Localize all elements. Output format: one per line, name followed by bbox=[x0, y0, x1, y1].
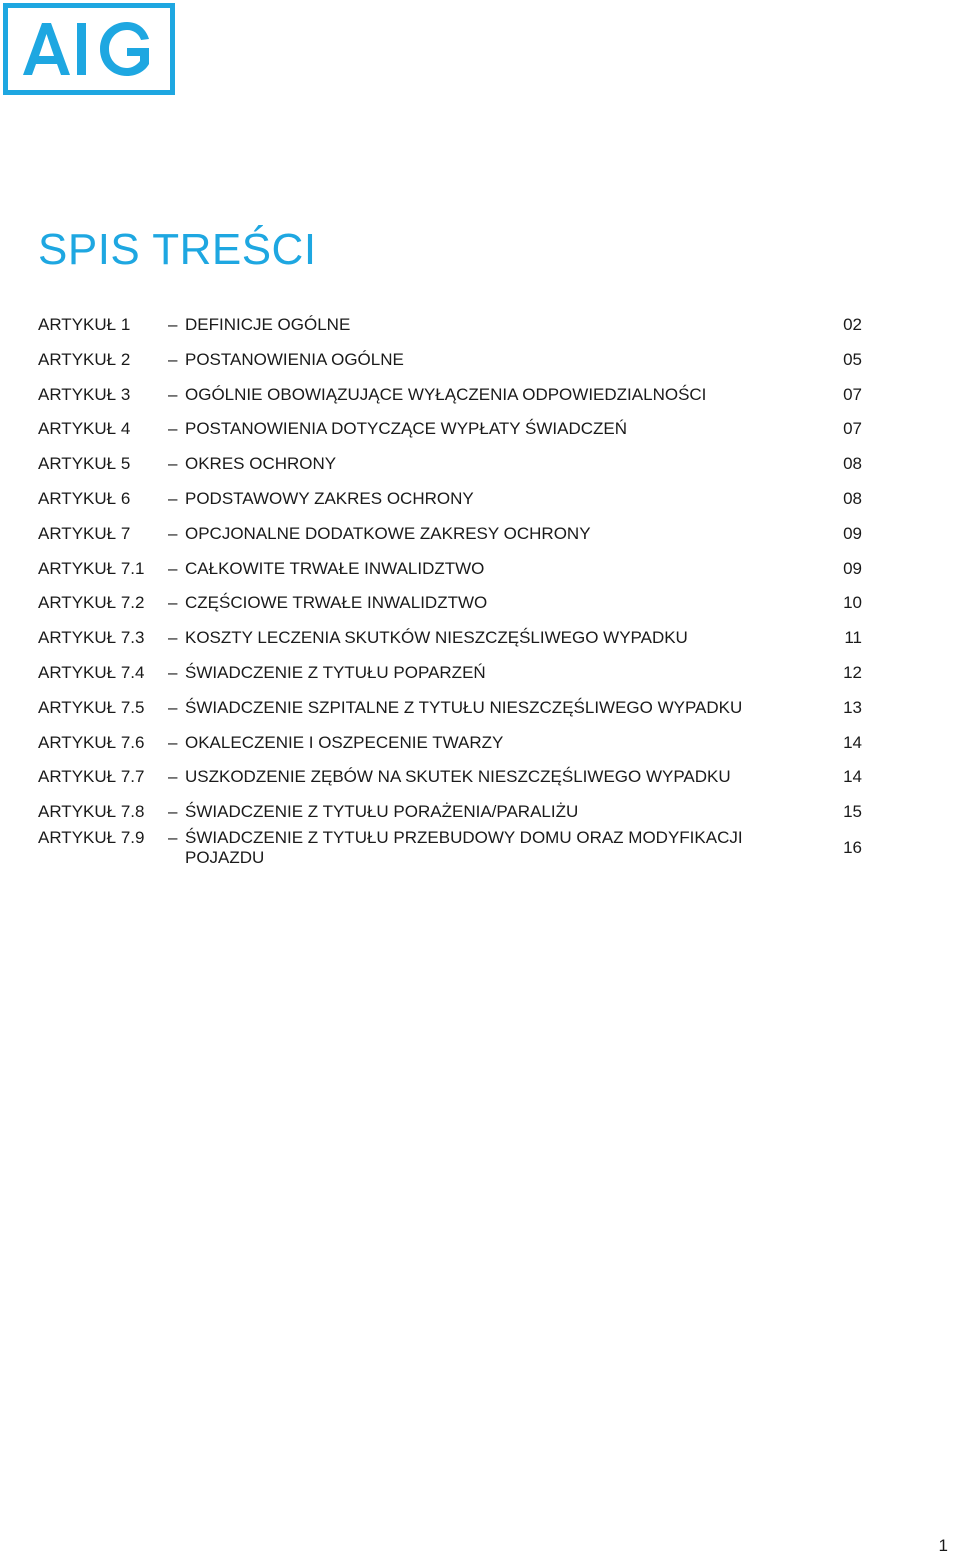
toc-dash: – bbox=[168, 315, 178, 334]
toc-row[interactable] bbox=[38, 590, 868, 625]
toc-page-number: 07 bbox=[843, 419, 862, 439]
toc-page-number: 12 bbox=[843, 662, 862, 682]
toc-article-title: ŚWIADCZENIE Z TYTUŁU POPARZEŃ bbox=[185, 662, 486, 682]
toc-article-title: KOSZTY LECZENIA SKUTKÓW NIESZCZĘŚLIWEGO WYPADKU bbox=[185, 628, 688, 648]
toc-article-number: ARTYKUŁ 7.8 bbox=[38, 802, 145, 822]
page-title: SPIS TREŚCI bbox=[38, 225, 317, 274]
toc-page-number: 10 bbox=[843, 593, 862, 613]
toc-row[interactable] bbox=[38, 730, 868, 765]
toc-page-number: 08 bbox=[843, 488, 862, 508]
toc-article-title: POSTANOWIENIA OGÓLNE bbox=[185, 349, 404, 369]
toc-article-number: ARTYKUŁ 6 bbox=[38, 488, 131, 508]
toc-dash: – bbox=[168, 767, 178, 787]
toc-page-number: 02 bbox=[843, 315, 862, 334]
toc-row[interactable] bbox=[38, 312, 868, 347]
toc-article-title: USZKODZENIE ZĘBÓW NA SKUTEK NIESZCZĘŚLIWEGO WYPADKU bbox=[185, 767, 731, 787]
toc-dash: – bbox=[168, 384, 178, 404]
toc-dash: – bbox=[168, 628, 178, 648]
toc-row[interactable] bbox=[38, 347, 868, 382]
toc-dash: – bbox=[168, 349, 178, 369]
toc-dash: – bbox=[168, 558, 178, 578]
toc-article-number: ARTYKUŁ 4 bbox=[38, 419, 131, 439]
toc-page-number: 11 bbox=[844, 628, 862, 648]
toc-dash: – bbox=[168, 802, 178, 822]
toc-article-number: ARTYKUŁ 1 bbox=[38, 315, 131, 334]
toc-article-title: OPCJONALNE DODATKOWE ZAKRESY OCHRONY bbox=[185, 523, 591, 543]
toc-row[interactable] bbox=[38, 764, 868, 799]
toc-article-title: OGÓLNIE OBOWIĄZUJĄCE WYŁĄCZENIA ODPOWIEDZIALNOŚCI bbox=[185, 384, 707, 404]
toc-page-number: 07 bbox=[843, 384, 862, 404]
toc-article-number: ARTYKUŁ 7.6 bbox=[38, 732, 145, 752]
toc-page-number: 09 bbox=[843, 558, 862, 578]
toc-article-number: ARTYKUŁ 7.3 bbox=[38, 628, 145, 648]
toc-article-number: ARTYKUŁ 7.9 bbox=[38, 827, 145, 847]
toc-row[interactable] bbox=[38, 451, 868, 486]
toc-article-number: ARTYKUŁ 7.1 bbox=[38, 558, 145, 578]
toc-article-number: ARTYKUŁ 2 bbox=[38, 349, 131, 369]
toc-page-number: 09 bbox=[843, 523, 862, 543]
toc-article-number: ARTYKUŁ 3 bbox=[38, 384, 131, 404]
toc-row[interactable] bbox=[38, 416, 868, 451]
aig-logo bbox=[3, 3, 175, 95]
toc-row[interactable] bbox=[38, 695, 868, 730]
toc-dash: – bbox=[168, 732, 178, 752]
toc-page-number: 13 bbox=[843, 697, 862, 717]
toc-page-number: 14 bbox=[843, 767, 862, 787]
toc-row[interactable] bbox=[38, 382, 868, 417]
toc-article-title: ŚWIADCZENIE Z TYTUŁU PORAŻENIA/PARALIŻU bbox=[185, 802, 579, 822]
toc-page-number: 08 bbox=[843, 454, 862, 474]
toc-row[interactable] bbox=[38, 556, 868, 591]
toc-article-title: ŚWIADCZENIE SZPITALNE Z TYTUŁU NIESZCZĘŚLIWEGO WYPADKU bbox=[185, 697, 743, 717]
toc-article-title: OKALECZENIE I OSZPECENIE TWARZY bbox=[185, 732, 504, 752]
toc-row[interactable] bbox=[38, 827, 868, 880]
toc-page-number: 15 bbox=[843, 802, 862, 822]
toc-article-number: ARTYKUŁ 7.5 bbox=[38, 697, 145, 717]
toc-page-number: 05 bbox=[843, 349, 862, 369]
toc-dash: – bbox=[168, 523, 178, 543]
toc-dash: – bbox=[168, 488, 178, 508]
toc-article-title: DEFINICJE OGÓLNE bbox=[185, 315, 351, 334]
toc-article-number: ARTYKUŁ 7.4 bbox=[38, 662, 145, 682]
toc-article-title: CZĘŚCIOWE TRWAŁE INWALIDZTWO bbox=[185, 593, 488, 613]
toc-dash: – bbox=[168, 697, 178, 717]
toc-row[interactable] bbox=[38, 486, 868, 521]
toc-page-number: 14 bbox=[843, 732, 862, 752]
toc-dash: – bbox=[168, 419, 178, 439]
toc-article-title: CAŁKOWITE TRWAŁE INWALIDZTWO bbox=[185, 558, 485, 578]
toc-page-number: 16 bbox=[843, 837, 862, 857]
toc-article-number: ARTYKUŁ 5 bbox=[38, 454, 131, 474]
toc-row[interactable] bbox=[38, 660, 868, 695]
toc-article-number: ARTYKUŁ 7 bbox=[38, 523, 131, 543]
toc-dash: – bbox=[168, 454, 178, 474]
toc-article-title: POSTANOWIENIA DOTYCZĄCE WYPŁATY ŚWIADCZEŃ bbox=[185, 419, 628, 439]
toc-dash: – bbox=[168, 662, 178, 682]
toc-dash: – bbox=[168, 827, 178, 847]
toc-dash: – bbox=[168, 593, 178, 613]
table-of-contents bbox=[38, 312, 868, 880]
toc-row[interactable] bbox=[38, 521, 868, 556]
toc-article-title: OKRES OCHRONY bbox=[185, 454, 337, 474]
toc-row[interactable] bbox=[38, 625, 868, 660]
toc-article-number: ARTYKUŁ 7.2 bbox=[38, 593, 145, 613]
toc-article-title: PODSTAWOWY ZAKRES OCHRONY bbox=[185, 488, 474, 508]
toc-article-title: ŚWIADCZENIE Z TYTUŁU PRZEBUDOWY DOMU ORAZ MODYFIKACJI POJAZDU bbox=[185, 827, 743, 867]
page-number: 1 bbox=[938, 1536, 948, 1555]
toc-article-number: ARTYKUŁ 7.7 bbox=[38, 767, 145, 787]
